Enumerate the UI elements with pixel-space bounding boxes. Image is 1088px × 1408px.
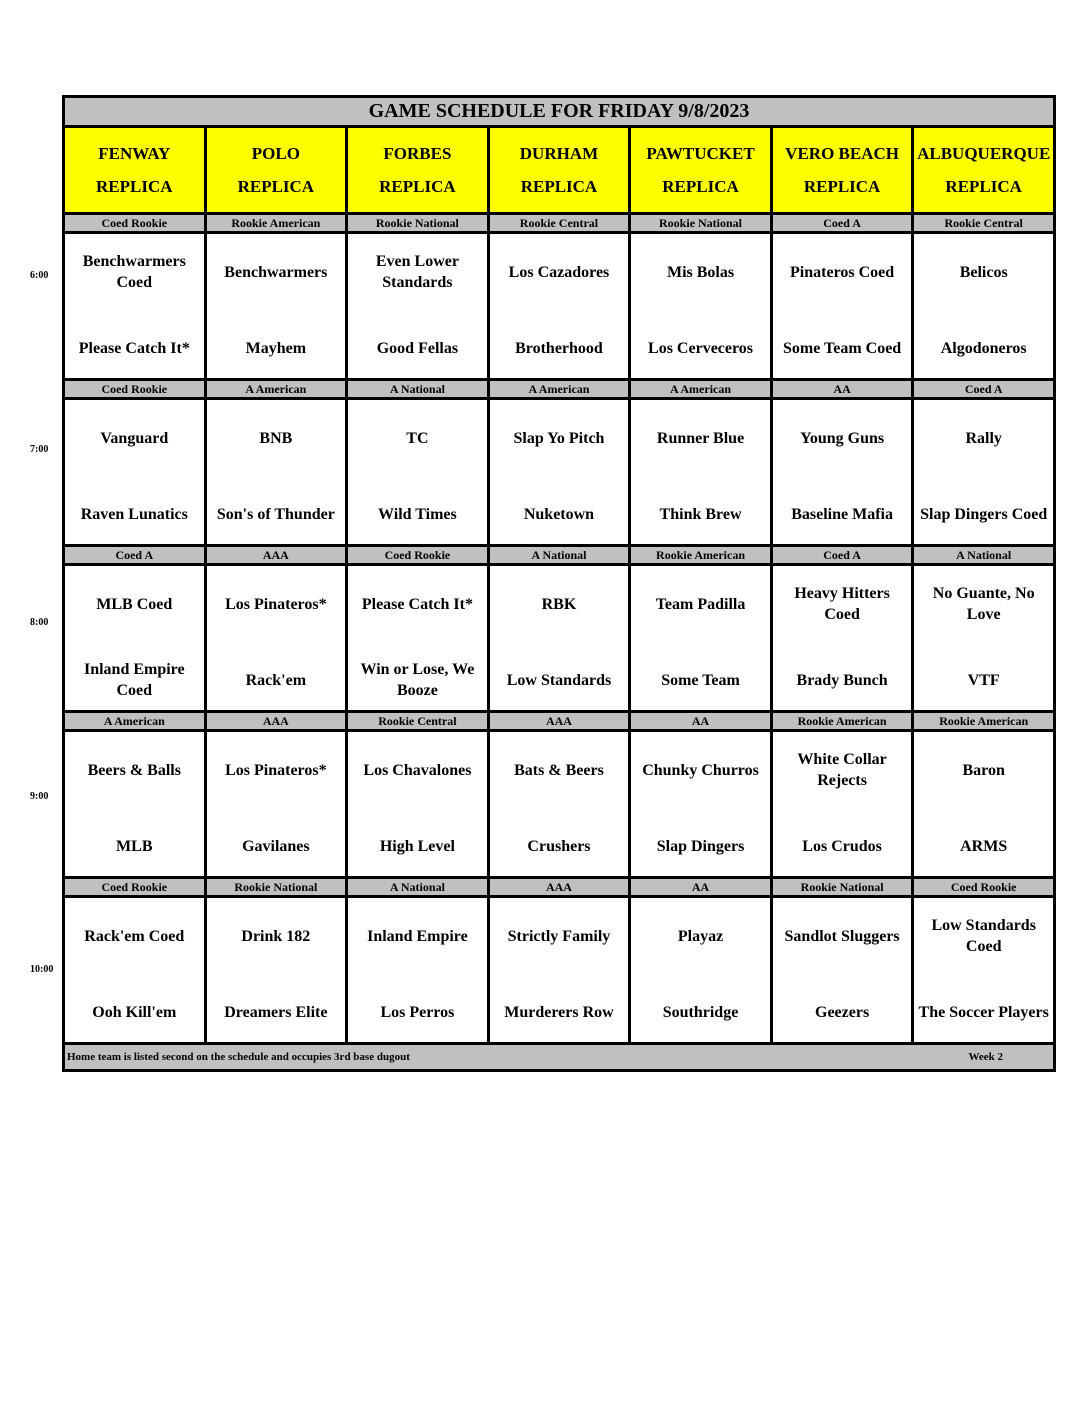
schedule-table: [62, 95, 1056, 1072]
away-team: Los Pinateros*: [225, 595, 327, 613]
away-team: Los Chavalones: [363, 761, 472, 779]
footer-note: Home team is listed second on the schedule and occupies 3rd base dugout: [67, 1051, 410, 1063]
matchup: [773, 234, 912, 378]
division-row: [64, 214, 1055, 233]
home-team: Gavilanes: [242, 837, 310, 855]
matchup: [348, 234, 487, 378]
away-team: Playaz: [677, 927, 724, 945]
away-team: Team Padilla: [655, 595, 746, 613]
game-cell: [771, 731, 913, 878]
matchup: [631, 898, 770, 1042]
matchup: [65, 732, 204, 876]
game-cell: [488, 731, 630, 878]
home-team: Rack'em: [245, 671, 307, 689]
game-cell: [630, 233, 772, 380]
matchup: [207, 400, 346, 544]
matchup: [348, 566, 487, 710]
away-team: Strictly Family: [507, 927, 611, 945]
away-team: White Collar Rejects: [797, 751, 887, 789]
matchup: [631, 400, 770, 544]
away-team: Sandlot Sluggers: [784, 927, 900, 945]
away-team: Inland Empire: [367, 927, 468, 945]
game-cell: [913, 731, 1055, 878]
matchup: [773, 566, 912, 710]
matchup: [348, 400, 487, 544]
footer-row: [64, 1044, 1055, 1071]
matchup: [207, 732, 346, 876]
division-row: [64, 380, 1055, 399]
matchup: [65, 898, 204, 1042]
matchup: [490, 732, 629, 876]
division-label: AAA: [488, 878, 630, 897]
division-label: Coed Rookie: [64, 878, 206, 897]
division-label: A American: [630, 380, 772, 399]
home-team: Crushers: [527, 837, 591, 855]
field-header: [64, 127, 206, 214]
home-team: Southridge: [662, 1003, 739, 1021]
home-team: Brady Bunch: [796, 671, 888, 689]
game-cell: [205, 233, 347, 380]
game-cell: [488, 399, 630, 546]
game-cell: [488, 233, 630, 380]
matchup: [207, 566, 346, 710]
matchup: [65, 400, 204, 544]
division-label: AAA: [205, 546, 347, 565]
game-cell: [771, 565, 913, 712]
game-cell: [488, 565, 630, 712]
away-team: Pinateros Coed: [790, 263, 895, 281]
away-team: Benchwarmers Coed: [82, 253, 186, 291]
matchup: [773, 400, 912, 544]
matchup: [914, 898, 1053, 1042]
game-cell: [913, 897, 1055, 1044]
home-team: Los Perros: [380, 1003, 455, 1021]
field-name: FENWAY: [98, 144, 171, 163]
game-row: [64, 731, 1055, 878]
game-cell: [347, 897, 489, 1044]
home-team: MLB: [116, 837, 153, 855]
away-team: Mis Bolas: [666, 263, 735, 281]
division-label: Coed Rookie: [64, 380, 206, 399]
field-header: [771, 127, 913, 214]
division-label: Rookie American: [771, 712, 913, 731]
game-cell: [347, 731, 489, 878]
game-cell: [771, 233, 913, 380]
game-cell: [64, 233, 206, 380]
away-team: Rack'em Coed: [84, 927, 185, 945]
division-label: AAA: [488, 712, 630, 731]
field-name: PAWTUCKET: [646, 144, 755, 163]
away-team: Even Lower Standards: [375, 253, 459, 291]
game-row: [64, 897, 1055, 1044]
footer-cell: [64, 1044, 1055, 1071]
field-name: DURHAM: [519, 144, 599, 163]
home-team: Son's of Thunder: [216, 505, 335, 523]
game-cell: [347, 565, 489, 712]
division-label: A National: [488, 546, 630, 565]
matchup: [207, 234, 346, 378]
schedule-title: GAME SCHEDULE FOR FRIDAY 9/8/2023: [64, 97, 1055, 127]
division-label: Coed A: [771, 214, 913, 233]
home-team: Some Team Coed: [782, 339, 902, 357]
division-label: A American: [488, 380, 630, 399]
matchup: [65, 234, 204, 378]
division-label: A National: [347, 380, 489, 399]
game-cell: [771, 897, 913, 1044]
game-cell: [913, 233, 1055, 380]
away-team: Runner Blue: [656, 429, 745, 447]
division-label: AA: [630, 878, 772, 897]
division-label: AAA: [205, 712, 347, 731]
game-cell: [347, 233, 489, 380]
home-team: Raven Lunatics: [80, 505, 188, 523]
field-sub: REPLICA: [237, 177, 315, 196]
matchup: [914, 732, 1053, 876]
field-name: FORBES: [383, 144, 452, 163]
division-label: A American: [205, 380, 347, 399]
home-team: High Level: [379, 837, 455, 855]
away-team: Vanguard: [100, 429, 169, 447]
home-team: ARMS: [960, 837, 1008, 855]
week-label: Week 2: [968, 1051, 1003, 1063]
time-label: 8:00: [30, 617, 49, 628]
division-label: A National: [913, 546, 1055, 565]
home-team: Wild Times: [378, 505, 457, 523]
field-header: [630, 127, 772, 214]
home-team: Los Crudos: [802, 837, 882, 855]
game-cell: [630, 565, 772, 712]
division-row: [64, 712, 1055, 731]
matchup: [490, 898, 629, 1042]
away-team: Bats & Beers: [514, 761, 604, 779]
field-sub: REPLICA: [662, 177, 739, 196]
matchup: [207, 898, 346, 1042]
division-label: Rookie Central: [488, 214, 630, 233]
game-cell: [64, 565, 206, 712]
away-team: MLB Coed: [96, 595, 173, 613]
field-sub: REPLICA: [96, 177, 173, 196]
title-row: [64, 97, 1055, 127]
field-header: [347, 127, 489, 214]
game-cell: [64, 897, 206, 1044]
division-label: A National: [347, 878, 489, 897]
schedule-sheet: [62, 95, 1056, 1072]
time-label: 6:00: [30, 270, 49, 281]
home-team: Algodoneros: [940, 339, 1027, 357]
matchup: [631, 732, 770, 876]
home-team: Baseline Mafia: [791, 505, 893, 523]
home-team: Some Team: [661, 671, 740, 689]
game-cell: [64, 731, 206, 878]
away-team: Drink 182: [241, 927, 311, 945]
home-team: Los Cerveceros: [648, 339, 754, 357]
division-label: Coed A: [771, 546, 913, 565]
matchup: [490, 566, 629, 710]
division-label: Rookie National: [630, 214, 772, 233]
field-header: [488, 127, 630, 214]
field-header: [913, 127, 1055, 214]
matchup: [490, 400, 629, 544]
home-team: Geezers: [815, 1003, 870, 1021]
home-team: The Soccer Players: [918, 1003, 1049, 1021]
matchup: [773, 732, 912, 876]
game-cell: [205, 399, 347, 546]
game-cell: [630, 897, 772, 1044]
away-team: Benchwarmers: [224, 263, 328, 281]
division-row: [64, 878, 1055, 897]
time-label: 10:00: [30, 964, 54, 975]
home-team: Murderers Row: [504, 1003, 614, 1021]
home-team: Ooh Kill'em: [92, 1003, 177, 1021]
game-cell: [205, 897, 347, 1044]
division-label: Rookie Central: [347, 712, 489, 731]
matchup: [631, 566, 770, 710]
division-label: Coed Rookie: [913, 878, 1055, 897]
division-label: Rookie National: [771, 878, 913, 897]
division-label: Coed A: [64, 546, 206, 565]
field-name: POLO: [251, 144, 300, 163]
division-label: AA: [630, 712, 772, 731]
game-cell: [630, 731, 772, 878]
game-row: [64, 233, 1055, 380]
game-cell: [630, 399, 772, 546]
division-label: Coed A: [913, 380, 1055, 399]
away-team: Baron: [962, 761, 1005, 779]
matchup: [348, 898, 487, 1042]
division-label: Rookie Central: [913, 214, 1055, 233]
away-team: Low Standards Coed: [931, 917, 1036, 955]
game-cell: [205, 565, 347, 712]
field-sub: REPLICA: [945, 177, 1022, 196]
home-team: Inland Empire Coed: [83, 661, 185, 699]
home-team: Please Catch It*: [78, 339, 190, 357]
time-label: 9:00: [30, 790, 49, 802]
game-cell: [488, 897, 630, 1044]
away-team: Heavy Hitters Coed: [794, 585, 890, 623]
division-label: Rookie American: [913, 712, 1055, 731]
field-name: VERO BEACH: [785, 144, 899, 163]
away-team: Young Guns: [800, 429, 885, 447]
game-cell: [913, 565, 1055, 712]
division-label: Rookie National: [205, 878, 347, 897]
matchup: [773, 898, 912, 1042]
field-sub: REPLICA: [379, 177, 456, 196]
home-team: Low Standards: [506, 671, 612, 689]
division-label: Rookie American: [205, 214, 347, 233]
game-cell: [64, 399, 206, 546]
away-team: Belicos: [959, 263, 1008, 281]
away-team: No Guante, No Love: [932, 585, 1035, 623]
division-label: A American: [64, 712, 206, 731]
field-header: [205, 127, 347, 214]
field-name: ALBUQUERQUE: [917, 144, 1051, 163]
matchup: [914, 234, 1053, 378]
away-team: Los Pinateros*: [225, 761, 327, 779]
matchup: [914, 566, 1053, 710]
time-label: 7:00: [30, 443, 49, 455]
home-team: VTF: [967, 671, 1000, 689]
game-row: [64, 399, 1055, 546]
game-row: [64, 565, 1055, 712]
home-team: Brotherhood: [515, 339, 603, 357]
home-team: Slap Dingers: [656, 837, 745, 855]
matchup: [914, 400, 1053, 544]
game-cell: [347, 399, 489, 546]
away-team: Beers & Balls: [87, 761, 181, 779]
home-team: Think Brew: [659, 505, 742, 523]
home-team: Slap Dingers Coed: [920, 505, 1048, 523]
division-label: AA: [771, 380, 913, 399]
matchup: [348, 732, 487, 876]
matchup: [490, 234, 629, 378]
matchup: [65, 566, 204, 710]
home-team: Mayhem: [245, 339, 307, 357]
away-team: Slap Yo Pitch: [513, 429, 605, 447]
game-cell: [913, 399, 1055, 546]
away-team: BNB: [259, 429, 293, 447]
division-label: Coed Rookie: [64, 214, 206, 233]
home-team: Nuketown: [523, 505, 595, 523]
home-team: Dreamers Elite: [224, 1003, 328, 1021]
field-header-row: [64, 127, 1055, 214]
division-label: Coed Rookie: [347, 546, 489, 565]
game-cell: [771, 399, 913, 546]
game-cell: [205, 731, 347, 878]
home-team: Win or Lose, We Booze: [360, 661, 475, 699]
away-team: Los Cazadores: [508, 263, 610, 281]
away-team: RBK: [541, 595, 577, 613]
field-sub: REPLICA: [520, 177, 598, 196]
division-label: Rookie American: [630, 546, 772, 565]
home-team: Good Fellas: [376, 339, 459, 357]
matchup: [631, 234, 770, 378]
away-team: TC: [406, 429, 429, 447]
division-row: [64, 546, 1055, 565]
division-label: Rookie National: [347, 214, 489, 233]
away-team: Please Catch It*: [361, 595, 473, 613]
away-team: Rally: [965, 429, 1002, 447]
away-team: Chunky Churros: [642, 761, 759, 779]
footer: [65, 1051, 1053, 1063]
field-sub: REPLICA: [803, 177, 881, 196]
